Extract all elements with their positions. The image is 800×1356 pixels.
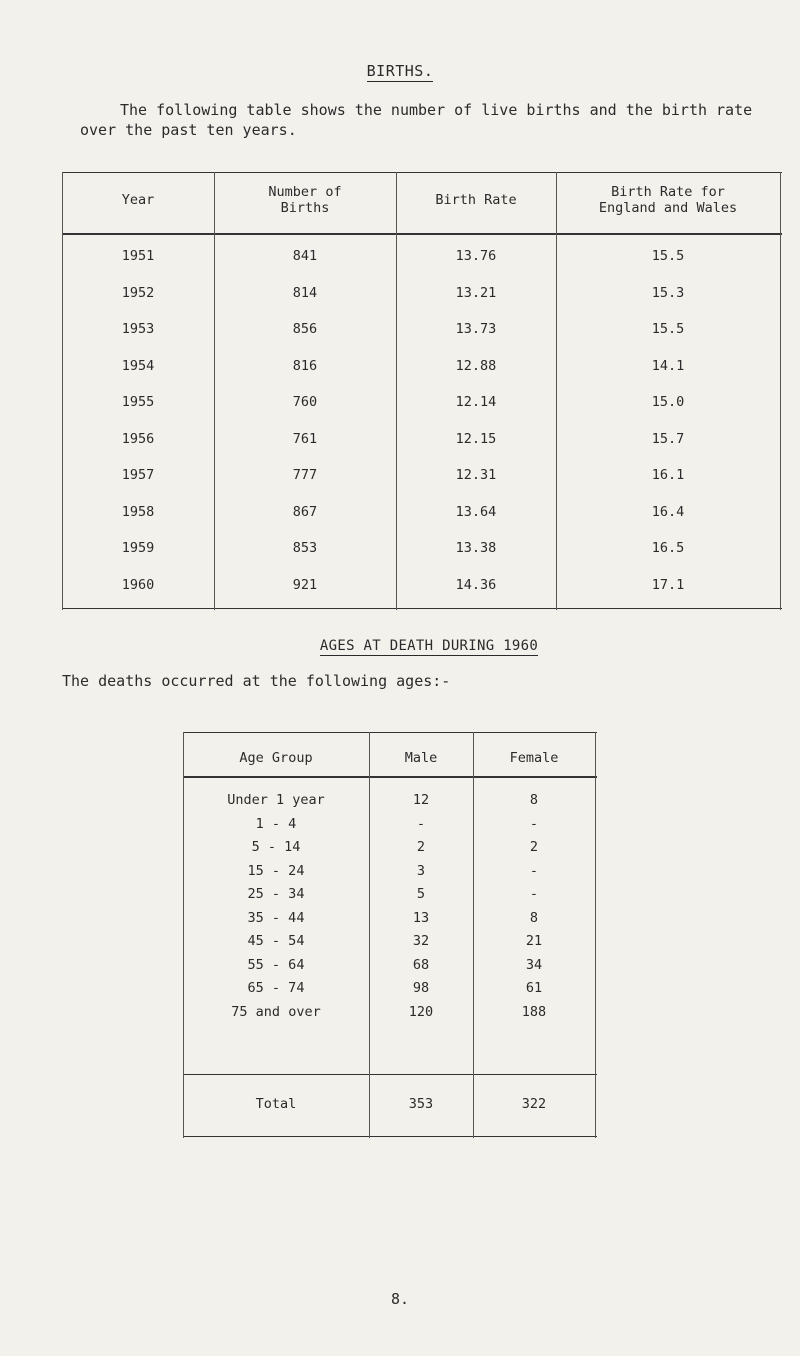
births-cell-rate: 12.14 (455, 394, 497, 410)
ages-cell-female: - (529, 862, 539, 879)
births-cell-births: 814 (292, 284, 318, 301)
ages-intro: The deaths occurred at the following ages:- (62, 672, 451, 690)
header-age-group: Age Group (239, 750, 313, 766)
births-intro: The following table shows the number of live births and the birth rate over the past ten years. (80, 101, 753, 139)
births-cell-year: 1959 (121, 540, 155, 556)
births-cell-rate: 13.64 (455, 503, 497, 520)
ages-cell-group: 65 - 74 (247, 980, 305, 996)
births-cell-rate: 13.21 (455, 284, 497, 301)
births-cell-ew: 16.5 (651, 540, 685, 556)
births-title: BIRTHS. (366, 62, 434, 80)
page-number: 8. (390, 1290, 410, 1308)
ages-cell-female: 188 (521, 1003, 547, 1020)
births-table (62, 172, 782, 610)
table-rule (62, 172, 782, 173)
births-cell-births: 867 (292, 503, 318, 520)
header-ew-birth-rate: Birth Rate for England and Wales (598, 184, 738, 216)
header-birth-rate: Birth Rate (435, 192, 517, 208)
column-rule (780, 172, 781, 610)
births-cell-rate: 12.15 (455, 430, 497, 447)
births-cell-year: 1951 (121, 248, 155, 264)
total-male: 353 (408, 1096, 434, 1112)
births-cell-ew: 15.0 (651, 394, 685, 410)
births-cell-births: 856 (292, 321, 318, 337)
births-cell-rate: 14.36 (455, 576, 497, 593)
header-male: Male (404, 750, 438, 766)
ages-cell-female: - (529, 815, 539, 832)
births-cell-ew: 16.1 (651, 467, 685, 483)
ages-cell-female: 2 (529, 839, 539, 855)
births-cell-births: 761 (292, 430, 318, 447)
ages-cell-group: 15 - 24 (247, 862, 305, 879)
ages-cell-male: - (416, 815, 426, 832)
ages-cell-male: 13 (412, 909, 430, 926)
table-rule (183, 1074, 597, 1075)
births-cell-year: 1953 (121, 321, 155, 337)
table-rule (62, 608, 782, 609)
births-cell-births: 853 (292, 540, 318, 556)
ages-cell-group: 35 - 44 (247, 909, 305, 926)
births-cell-ew: 17.1 (651, 576, 685, 593)
table-rule (183, 732, 597, 733)
ages-cell-female: 21 (525, 933, 543, 949)
births-cell-births: 841 (292, 248, 318, 264)
total-label: Total (255, 1096, 297, 1112)
table-rule (183, 1136, 597, 1137)
ages-cell-group: 55 - 64 (247, 956, 305, 973)
column-rule (595, 732, 596, 1138)
ages-cell-male: 2 (416, 839, 426, 855)
births-cell-year: 1952 (121, 284, 155, 301)
births-cell-ew: 14.1 (651, 357, 685, 374)
ages-cell-group: 1 - 4 (255, 815, 297, 832)
births-cell-births: 816 (292, 357, 318, 374)
ages-table (183, 732, 597, 1138)
births-cell-births: 777 (292, 467, 318, 483)
ages-cell-female: 61 (525, 980, 543, 996)
births-cell-rate: 13.73 (455, 321, 497, 337)
births-cell-year: 1956 (121, 430, 155, 447)
total-female: 322 (521, 1096, 547, 1112)
births-cell-ew: 15.5 (651, 248, 685, 264)
births-cell-year: 1957 (121, 467, 155, 483)
header-female: Female (509, 750, 559, 766)
ages-title: AGES AT DEATH DURING 1960 (319, 638, 539, 654)
ages-cell-male: 3 (416, 862, 426, 879)
births-cell-year: 1958 (121, 503, 155, 520)
ages-cell-group: 75 and over (231, 1003, 321, 1020)
births-cell-rate: 12.31 (455, 467, 497, 483)
table-rule (183, 776, 597, 778)
ages-cell-female: 34 (525, 956, 543, 973)
ages-cell-group: 25 - 34 (247, 886, 305, 902)
births-cell-ew: 15.7 (651, 430, 685, 447)
ages-cell-male: 12 (412, 792, 430, 808)
births-cell-rate: 13.38 (455, 540, 497, 556)
ages-cell-male: 68 (412, 956, 430, 973)
ages-cell-female: 8 (529, 909, 539, 926)
births-cell-rate: 12.88 (455, 357, 497, 374)
ages-cell-group: 45 - 54 (247, 933, 305, 949)
ages-cell-female: 8 (529, 792, 539, 808)
ages-cell-group: Under 1 year (227, 792, 325, 808)
births-cell-births: 760 (292, 394, 318, 410)
births-cell-year: 1960 (121, 576, 155, 593)
ages-cell-male: 32 (412, 933, 430, 949)
ages-cell-female: - (529, 886, 539, 902)
ages-cell-male: 98 (412, 980, 430, 996)
ages-cell-male: 5 (416, 886, 426, 902)
births-cell-births: 921 (292, 576, 318, 593)
ages-cell-male: 120 (408, 1003, 434, 1020)
header-year: Year (121, 192, 155, 208)
header-number-of-births: Number of Births (268, 184, 342, 216)
births-cell-ew: 16.4 (651, 503, 685, 520)
ages-cell-group: 5 - 14 (251, 839, 301, 855)
births-cell-ew: 15.3 (651, 284, 685, 301)
births-cell-ew: 15.5 (651, 321, 685, 337)
births-cell-rate: 13.76 (455, 248, 497, 264)
table-rule (62, 233, 782, 235)
births-cell-year: 1955 (121, 394, 155, 410)
births-cell-year: 1954 (121, 357, 155, 374)
